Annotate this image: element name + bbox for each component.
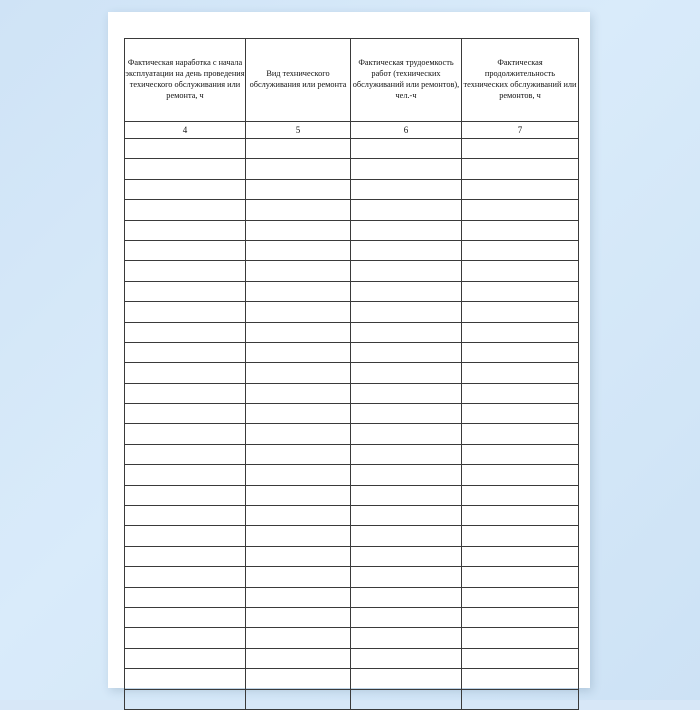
table-cell[interactable] (125, 669, 246, 689)
table-cell[interactable] (125, 200, 246, 220)
table-cell[interactable] (351, 240, 462, 260)
form-sheet (124, 38, 577, 710)
table-cell[interactable] (462, 506, 579, 526)
column-number-row (125, 122, 579, 139)
table-cell[interactable] (462, 424, 579, 444)
table-cell[interactable] (125, 587, 246, 607)
table-row[interactable] (125, 139, 579, 159)
column-number-7: 7 (462, 122, 579, 139)
table-cell[interactable] (246, 179, 351, 199)
table-cell[interactable] (125, 607, 246, 627)
table-row[interactable] (125, 628, 579, 648)
table-cell[interactable] (462, 261, 579, 281)
table-row[interactable] (125, 587, 579, 607)
table-cell[interactable] (462, 322, 579, 342)
table-cell[interactable] (246, 240, 351, 260)
table-row[interactable] (125, 424, 579, 444)
table-cell[interactable] (351, 587, 462, 607)
column-header-actual-duration (462, 39, 579, 122)
table-row[interactable] (125, 200, 579, 220)
table-row[interactable] (125, 281, 579, 301)
table-cell[interactable] (462, 179, 579, 199)
table-cell[interactable] (246, 546, 351, 566)
table-cell[interactable] (125, 648, 246, 668)
table-cell[interactable] (462, 240, 579, 260)
table-cell[interactable] (351, 322, 462, 342)
table-cell[interactable] (125, 383, 246, 403)
table-cell[interactable] (351, 669, 462, 689)
table-cell[interactable] (351, 404, 462, 424)
table-cell[interactable] (351, 465, 462, 485)
table-cell[interactable] (462, 648, 579, 668)
table-cell[interactable] (246, 424, 351, 444)
maintenance-log-table (124, 38, 579, 710)
table-cell[interactable] (125, 302, 246, 322)
table-cell[interactable] (125, 506, 246, 526)
table-cell[interactable] (462, 485, 579, 505)
table-cell[interactable] (246, 607, 351, 627)
table-cell[interactable] (351, 159, 462, 179)
table-row[interactable] (125, 607, 579, 627)
table-cell[interactable] (351, 383, 462, 403)
table-row[interactable] (125, 159, 579, 179)
table-cell[interactable] (351, 628, 462, 648)
document-page (108, 12, 590, 688)
table-row[interactable] (125, 302, 579, 322)
table-cell[interactable] (462, 526, 579, 546)
table-cell[interactable] (462, 200, 579, 220)
column-header-maintenance-type (246, 39, 351, 122)
table-cell[interactable] (351, 689, 462, 709)
table-row[interactable] (125, 526, 579, 546)
table-row[interactable] (125, 322, 579, 342)
table-cell[interactable] (351, 220, 462, 240)
table-cell[interactable] (351, 444, 462, 464)
table-cell[interactable] (125, 139, 246, 159)
table-cell[interactable] (351, 302, 462, 322)
table-cell[interactable] (351, 342, 462, 362)
table-cell[interactable] (246, 506, 351, 526)
table-cell[interactable] (246, 587, 351, 607)
table-cell[interactable] (125, 220, 246, 240)
table-row[interactable] (125, 689, 579, 709)
table-cell[interactable] (125, 567, 246, 587)
table-cell[interactable] (125, 546, 246, 566)
table-cell[interactable] (246, 322, 351, 342)
column-number-5: 5 (246, 122, 351, 139)
table-row[interactable] (125, 363, 579, 383)
table-cell[interactable] (351, 526, 462, 546)
table-cell[interactable] (125, 689, 246, 709)
table-cell[interactable] (462, 669, 579, 689)
table-cell[interactable] (125, 465, 246, 485)
table-cell[interactable] (246, 261, 351, 281)
table-row[interactable] (125, 240, 579, 260)
table-cell[interactable] (462, 281, 579, 301)
table-cell[interactable] (125, 240, 246, 260)
table-cell[interactable] (125, 159, 246, 179)
table-cell[interactable] (246, 485, 351, 505)
column-header-actual-operating-time (125, 39, 246, 122)
table-cell[interactable] (125, 444, 246, 464)
table-row[interactable] (125, 485, 579, 505)
table-cell[interactable] (351, 281, 462, 301)
table-cell[interactable] (246, 281, 351, 301)
table-row[interactable] (125, 465, 579, 485)
table-cell[interactable] (246, 302, 351, 322)
table-cell[interactable] (351, 424, 462, 444)
table-row[interactable] (125, 261, 579, 281)
table-cell[interactable] (246, 383, 351, 403)
table-cell[interactable] (246, 139, 351, 159)
table-cell[interactable] (246, 444, 351, 464)
table-cell[interactable] (246, 363, 351, 383)
table-cell[interactable] (246, 404, 351, 424)
table-row[interactable] (125, 669, 579, 689)
table-row[interactable] (125, 546, 579, 566)
table-cell[interactable] (246, 669, 351, 689)
table-cell[interactable] (351, 261, 462, 281)
table-header-row (125, 39, 579, 122)
table-cell[interactable] (246, 689, 351, 709)
table-cell[interactable] (462, 567, 579, 587)
column-header-label: Фактическая наработка с начала эксплуатации на день проведения техического обслуживания или ремонта, ч (125, 58, 245, 100)
table-cell[interactable] (462, 607, 579, 627)
table-cell[interactable] (351, 506, 462, 526)
table-row[interactable] (125, 567, 579, 587)
table-cell[interactable] (351, 179, 462, 199)
table-cell[interactable] (351, 607, 462, 627)
table-row[interactable] (125, 383, 579, 403)
table-row[interactable] (125, 506, 579, 526)
table-cell[interactable] (246, 159, 351, 179)
table-cell[interactable] (125, 424, 246, 444)
table-cell[interactable] (351, 200, 462, 220)
table-cell[interactable] (125, 179, 246, 199)
column-header-actual-labor (351, 39, 462, 122)
table-cell[interactable] (462, 363, 579, 383)
table-row[interactable] (125, 179, 579, 199)
table-cell[interactable] (125, 281, 246, 301)
table-cell[interactable] (125, 485, 246, 505)
table-cell[interactable] (462, 383, 579, 403)
table-cell[interactable] (125, 261, 246, 281)
table-cell[interactable] (462, 302, 579, 322)
table-cell[interactable] (462, 628, 579, 648)
table-cell[interactable] (462, 220, 579, 240)
table-cell[interactable] (246, 465, 351, 485)
table-cell[interactable] (246, 628, 351, 648)
column-header-label: Фактическая продолжительность технических обслуживаний или ремонтов, ч (463, 58, 577, 100)
table-cell[interactable] (462, 139, 579, 159)
table-cell[interactable] (125, 342, 246, 362)
table-cell[interactable] (351, 546, 462, 566)
table-cell[interactable] (246, 526, 351, 546)
table-cell[interactable] (125, 322, 246, 342)
table-cell[interactable] (462, 159, 579, 179)
table-cell[interactable] (462, 689, 579, 709)
table-row[interactable] (125, 220, 579, 240)
table-cell[interactable] (125, 363, 246, 383)
table-cell[interactable] (351, 363, 462, 383)
table-cell[interactable] (246, 200, 351, 220)
column-number-6: 6 (351, 122, 462, 139)
table-cell[interactable] (462, 404, 579, 424)
column-header-label: Фактическая трудоемкость работ (технических обслуживаний или ремонтов), чел.-ч (352, 58, 460, 100)
table-cell[interactable] (125, 526, 246, 546)
table-cell[interactable] (246, 648, 351, 668)
table-cell[interactable] (351, 485, 462, 505)
column-header-label: Вид технического обслуживания или ремонта (249, 69, 347, 89)
table-cell[interactable] (351, 648, 462, 668)
table-cell[interactable] (462, 587, 579, 607)
table-row[interactable] (125, 648, 579, 668)
table-row[interactable] (125, 342, 579, 362)
table-cell[interactable] (462, 444, 579, 464)
table-cell[interactable] (246, 342, 351, 362)
table-cell[interactable] (462, 342, 579, 362)
table-row[interactable] (125, 444, 579, 464)
table-cell[interactable] (246, 567, 351, 587)
table-cell[interactable] (351, 567, 462, 587)
table-cell[interactable] (125, 628, 246, 648)
table-cell[interactable] (351, 139, 462, 159)
column-number-4: 4 (125, 122, 246, 139)
table-cell[interactable] (462, 546, 579, 566)
table-cell[interactable] (125, 404, 246, 424)
table-cell[interactable] (462, 465, 579, 485)
table-cell[interactable] (246, 220, 351, 240)
table-row[interactable] (125, 404, 579, 424)
